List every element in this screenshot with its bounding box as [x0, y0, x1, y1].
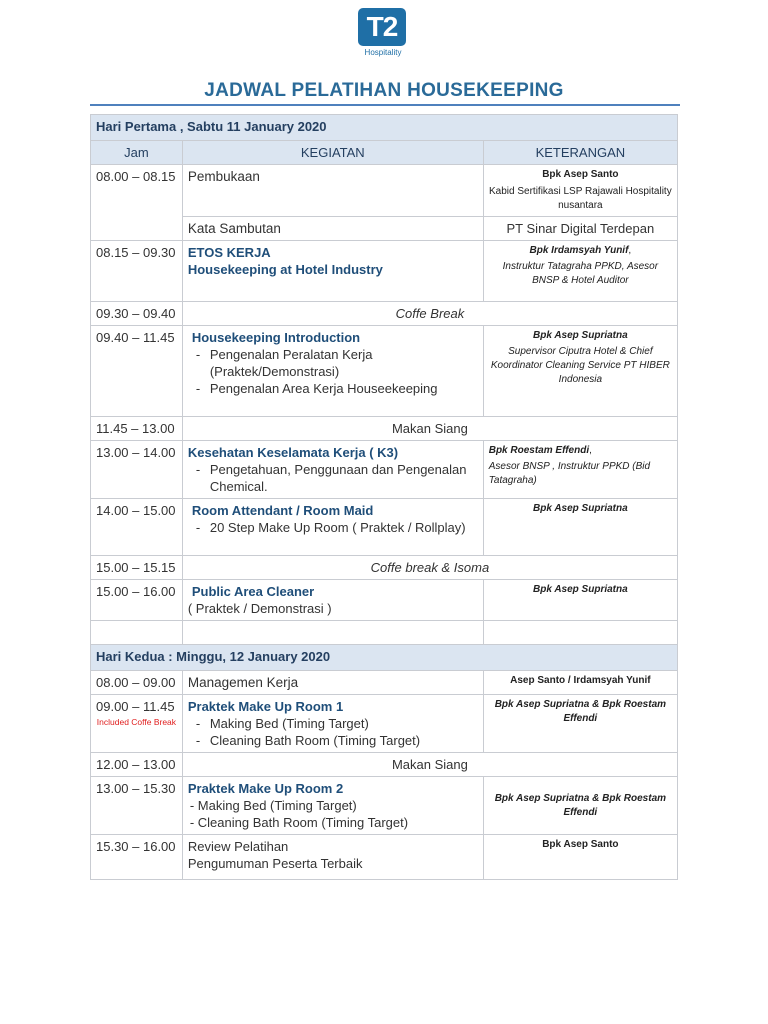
activity-subtitle: Housekeeping at Hotel Industry: [187, 262, 383, 277]
note-cell: [483, 165, 677, 217]
col-header-note: KETERANGAN: [483, 141, 677, 165]
break-label: Coffe Break: [182, 302, 677, 326]
table-row: [91, 835, 678, 880]
time-cell: 08.15 – 09.30: [91, 241, 183, 302]
activity-text: Managemen Kerja: [187, 675, 299, 690]
activity-list: [188, 461, 478, 495]
time-cell: 15.00 – 16.00: [91, 580, 183, 621]
activity-cell: [182, 580, 483, 621]
activity-title: Praktek Make Up Room 1: [187, 699, 344, 714]
note-name: Bpk Asep Supriatna & Bpk Roestam Effendi: [494, 792, 667, 818]
activity-cell: [182, 835, 483, 880]
table-row: [91, 417, 678, 441]
time-cell: 13.00 – 15.30: [91, 777, 183, 835]
time-cell: 15.00 – 15.15: [91, 556, 183, 580]
note-name: Asep Santo / Irdamsyah Yunif: [510, 675, 651, 686]
time-cell: 09.40 – 11.45: [91, 326, 183, 417]
time-cell: 14.00 – 15.00: [91, 499, 183, 556]
table-row: [91, 777, 678, 835]
note-name: Bpk Irdamsyah Yunif,: [529, 245, 632, 256]
activity-cell: [182, 441, 483, 499]
day1-header-row: [91, 115, 678, 141]
list-item: - Cleaning Bath Room (Timing Target): [210, 732, 478, 749]
activity-subtitle: ( Praktek / Demonstrasi ): [187, 601, 332, 616]
day1-header: Hari Pertama , Sabtu 11 January 2020: [91, 115, 678, 141]
schedule-table: [90, 114, 678, 880]
note-cell: [483, 580, 677, 621]
note-cell: [483, 835, 677, 880]
activity-list: [188, 519, 478, 536]
activity-cell: [182, 326, 483, 417]
time-cell: [91, 695, 183, 753]
time-cell: 08.00 – 09.00: [91, 671, 183, 695]
note-desc: Asesor BNSP , Instruktur PPKD (Bid Tatagraha): [488, 461, 651, 486]
empty-row: [91, 621, 678, 645]
activity-cell: [182, 777, 483, 835]
note-name: Bpk Asep Santo: [542, 169, 619, 180]
activity-text-2: Pengumuman Peserta Terbaik: [187, 856, 363, 871]
note-cell: [483, 441, 677, 499]
col-header-time: Jam: [91, 141, 183, 165]
table-row: [91, 556, 678, 580]
list-item: - 20 Step Make Up Room ( Praktek / Rollplay): [210, 519, 478, 536]
activity-cell: [182, 217, 483, 241]
list-item: - Cleaning Bath Room (Timing Target): [189, 815, 409, 830]
company-logo: [355, 8, 411, 60]
table-row: [91, 302, 678, 326]
table-row: [91, 241, 678, 302]
note-name: Bpk Asep Supriatna: [533, 503, 628, 514]
logo-subtitle: Hospitality: [364, 48, 402, 57]
activity-cell: [182, 695, 483, 753]
note-name: Bpk Asep Supriatna: [533, 584, 628, 595]
activity-title: Praktek Make Up Room 2: [187, 781, 344, 796]
note-name: Bpk Asep Santo: [542, 839, 619, 850]
activity-cell: [182, 165, 483, 217]
activity-list: [188, 715, 478, 749]
note-name: Bpk Roestam Effendi,: [488, 445, 592, 456]
time-cell: 12.00 – 13.00: [91, 753, 183, 777]
note-name: Bpk Asep Supriatna: [533, 330, 628, 341]
list-item: - Pengenalan Peralatan Kerja (Praktek/Demonstrasi): [210, 346, 478, 380]
column-header-row: [91, 141, 678, 165]
note-cell: [483, 671, 677, 695]
table-row: [91, 671, 678, 695]
note-desc: Instruktur Tatagraha PPKD, Asesor BNSP & Hotel Auditor: [502, 261, 659, 286]
activity-cell: [182, 241, 483, 302]
activity-text: Pembukaan: [187, 169, 260, 184]
note-organizer: PT Sinar Digital Terdepan: [483, 217, 677, 241]
note-desc: Supervisor Ciputra Hotel & Chief Koordinator Cleaning Service PT HIBER Indonesia: [490, 346, 670, 385]
activity-cell: [182, 671, 483, 695]
activity-cell: [182, 499, 483, 556]
table-row: [91, 580, 678, 621]
list-item: - Pengenalan Area Kerja Houseekeeping: [210, 380, 478, 397]
time-cell: 09.30 – 09.40: [91, 302, 183, 326]
col-header-activity: KEGIATAN: [182, 141, 483, 165]
note-cell: [483, 695, 677, 753]
break-label: Makan Siang: [182, 753, 677, 777]
table-row: [91, 326, 678, 417]
break-label: Coffe break & Isoma: [182, 556, 677, 580]
break-label: Makan Siang: [182, 417, 677, 441]
activity-title: Public Area Cleaner: [191, 584, 315, 599]
day2-header-row: [91, 645, 678, 671]
title-divider: [90, 104, 680, 106]
note-cell: [483, 777, 677, 835]
time-cell: 08.00 – 08.15: [91, 165, 183, 241]
time-cell: 15.30 – 16.00: [91, 835, 183, 880]
list-item: - Making Bed (Timing Target): [210, 715, 478, 732]
time-text: 09.00 – 11.45: [96, 699, 175, 714]
note-cell: [483, 326, 677, 417]
note-cell: [483, 241, 677, 302]
list-item: - Making Bed (Timing Target): [189, 798, 357, 813]
activity-title: Kesehatan Keselamata Kerja ( K3): [187, 445, 399, 460]
table-row: [91, 695, 678, 753]
day2-header: Hari Kedua : Minggu, 12 January 2020: [91, 645, 678, 671]
activity-list: [188, 346, 478, 397]
time-note: Included Coffe Break: [96, 717, 177, 727]
activity-title: Housekeeping Introduction: [191, 330, 361, 345]
note-desc: Kabid Sertifikasi LSP Rajawali Hospitality nusantara: [489, 186, 672, 211]
activity-title: Room Attendant / Room Maid: [191, 503, 374, 518]
page-title: JADWAL PELATIHAN HOUSEKEEPING: [204, 80, 564, 101]
time-cell: 11.45 – 13.00: [91, 417, 183, 441]
table-row: [91, 165, 678, 217]
table-row: [91, 753, 678, 777]
activity-text: Review Pelatihan: [187, 839, 289, 854]
logo-mark: T2: [358, 8, 406, 46]
activity-text: Kata Sambutan: [187, 221, 281, 236]
note-name: Bpk Asep Supriatna & Bpk Roestam Effendi: [494, 699, 667, 724]
table-row: [91, 499, 678, 556]
activity-title: ETOS KERJA: [187, 245, 271, 260]
list-item: - Pengetahuan, Penggunaan dan Pengenalan Chemical.: [210, 461, 478, 495]
note-cell: [483, 499, 677, 556]
time-cell: 13.00 – 14.00: [91, 441, 183, 499]
table-row: [91, 441, 678, 499]
